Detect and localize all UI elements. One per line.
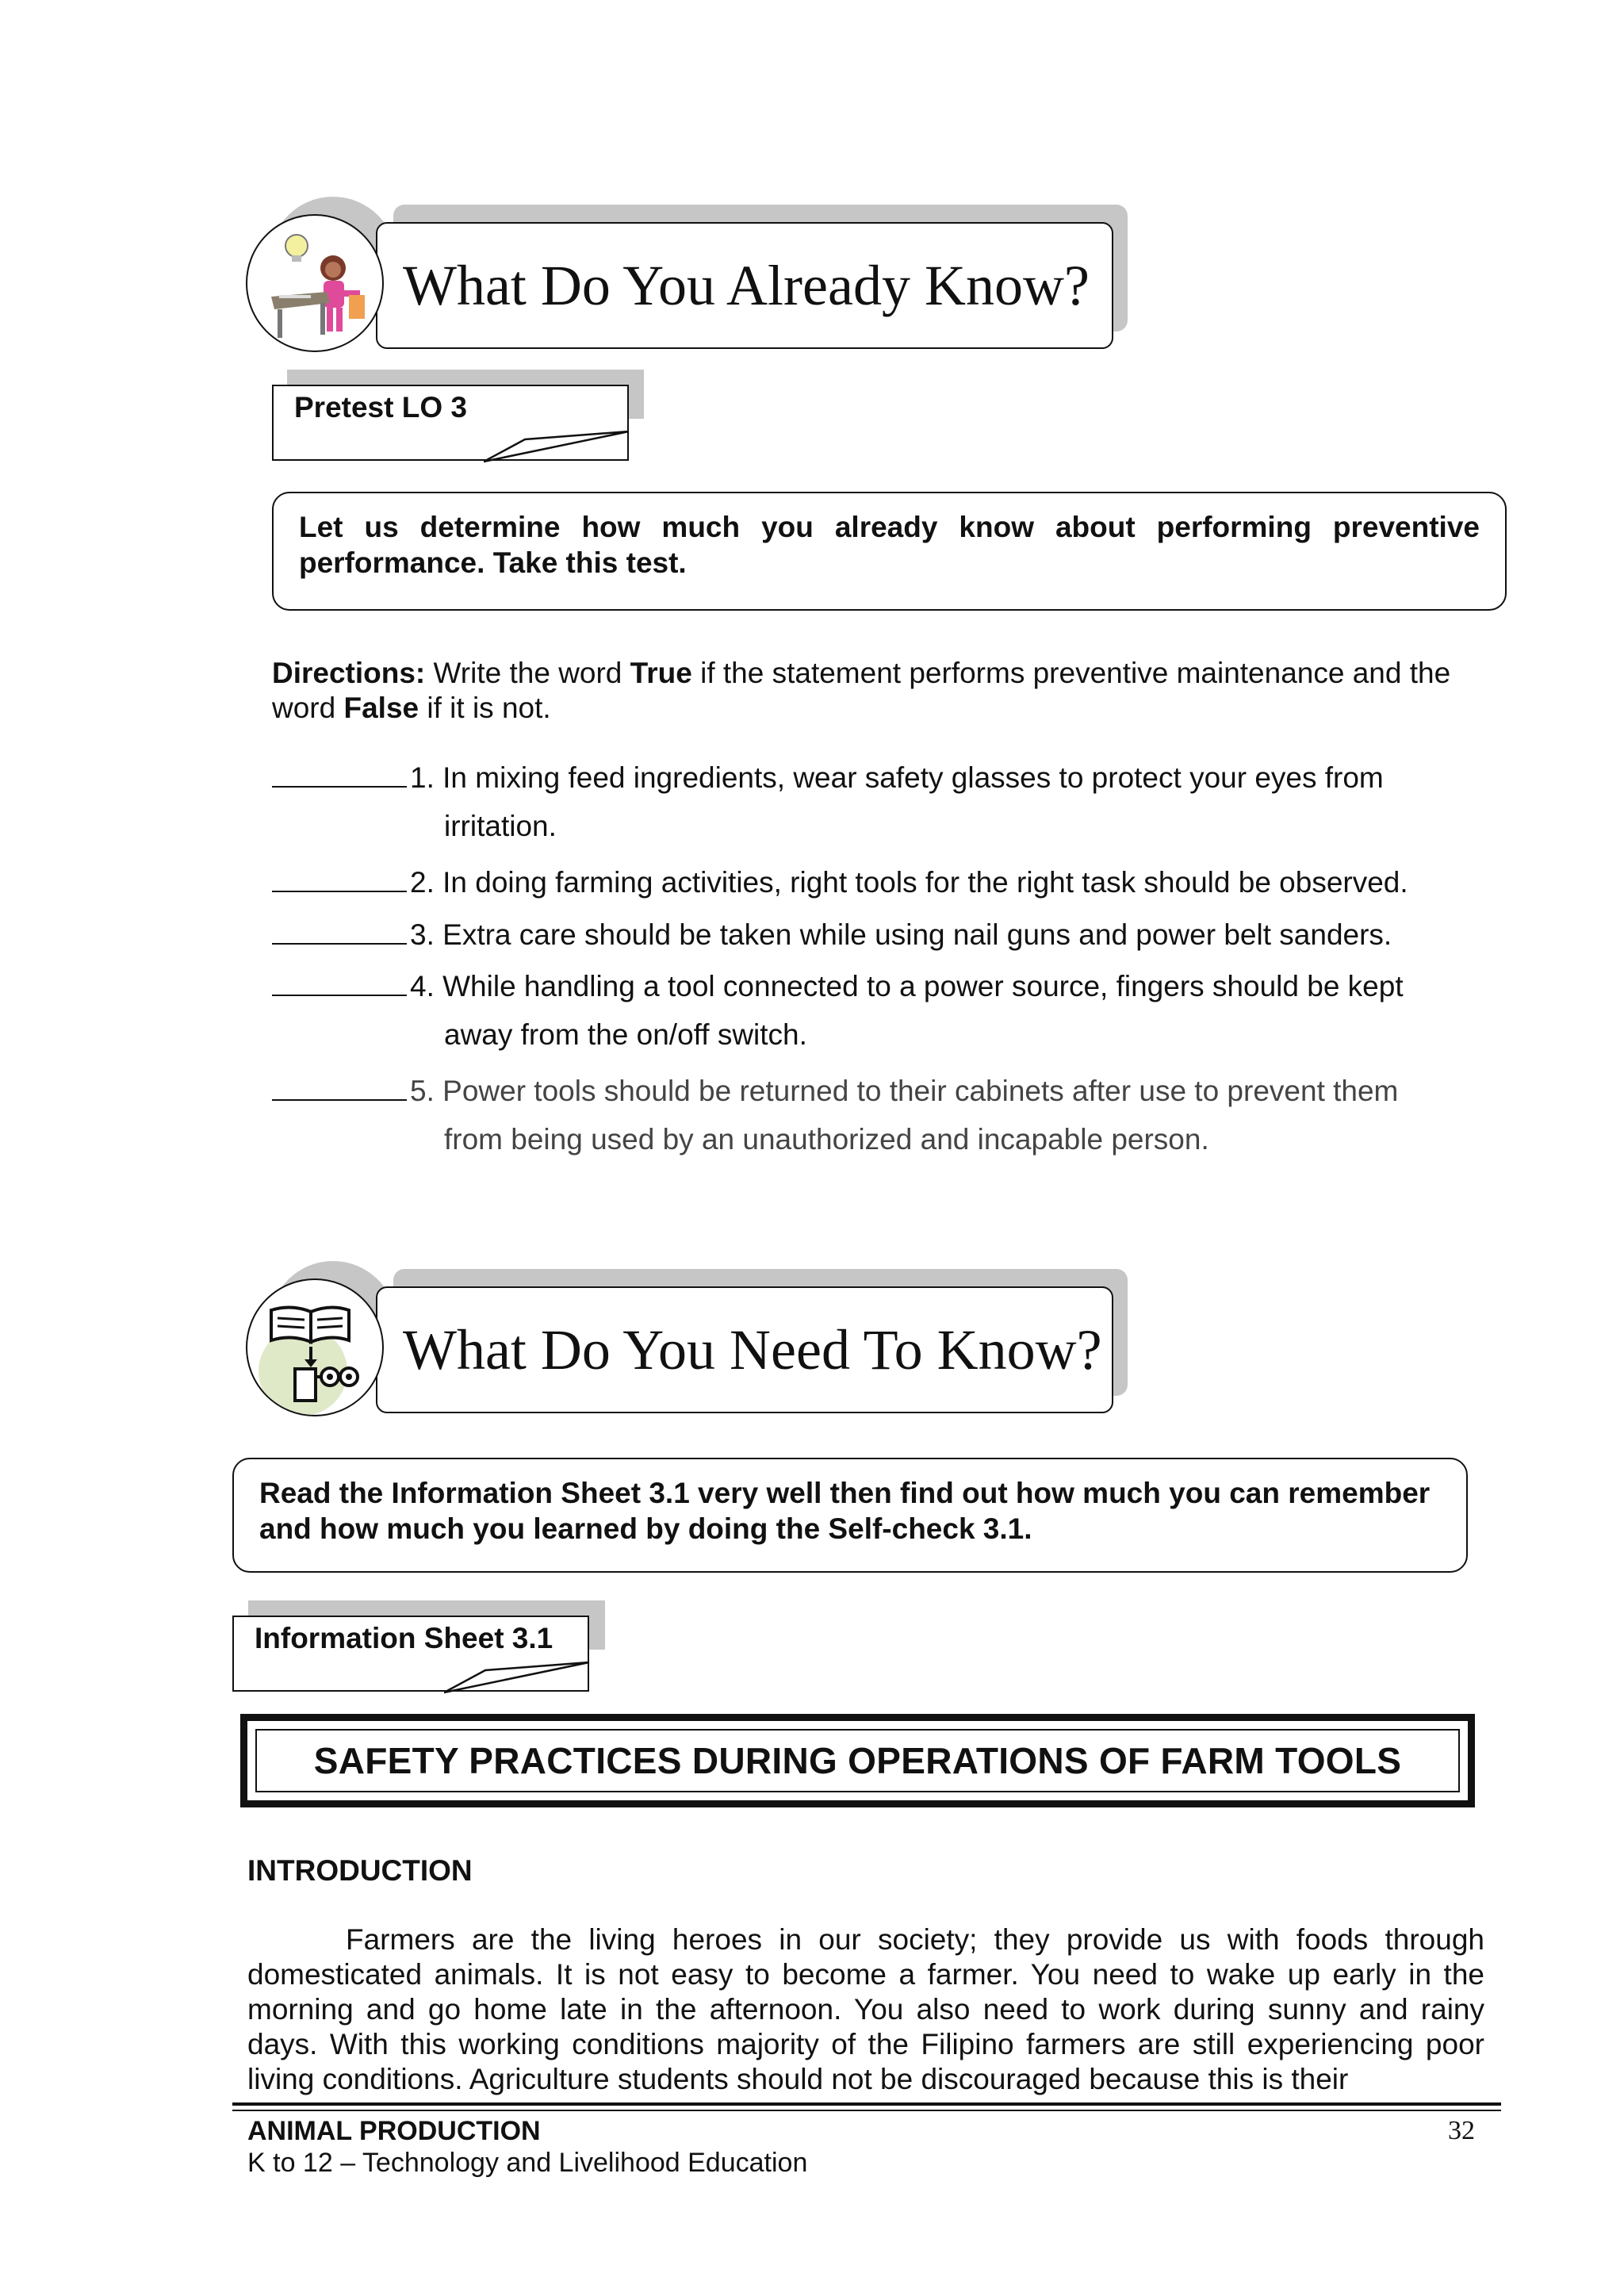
directions (272, 656, 1461, 726)
footer-title: ANIMAL PRODUCTION (247, 2116, 541, 2146)
item-text: 5. Power tools should be returned to their cabinets after use to prevent them (410, 1075, 1399, 1107)
directions-label: Directions: (272, 657, 426, 689)
section-title-already-know (376, 222, 1113, 349)
item-text: 1. In mixing feed ingredients, wear safety glasses to protect your eyes from (410, 761, 1384, 794)
answer-blank[interactable] (272, 1071, 407, 1101)
test-item-4-cont (444, 1018, 807, 1052)
test-item-1-cont (444, 810, 557, 843)
directions-text: Write the word (425, 657, 630, 689)
section-title-need-to-know (376, 1286, 1113, 1413)
student-at-desk-icon (246, 214, 384, 352)
answer-blank[interactable] (272, 757, 407, 788)
book-reader-icon (246, 1278, 384, 1416)
answer-blank[interactable] (272, 914, 407, 945)
footer-rule (232, 2102, 1501, 2106)
main-title: SAFETY PRACTICES DURING OPERATIONS OF FARM TOOLS (313, 1740, 1402, 1781)
pretest-intro-box (272, 492, 1507, 611)
tab-fold-icon (484, 428, 634, 463)
introduction-text: Farmers are the living heroes in our society; they provide us with foods through domesticated animals. It is not easy to become a farmer. You need to wake up early in the morning and go home late in the afternoon. You also need to work during sunny and rainy days. With this working conditions majority of the Filipino farmers are still experiencing poor living conditions. Agriculture students should not be discouraged because this is their (247, 1923, 1484, 2095)
answer-blank[interactable] (272, 862, 407, 892)
item-text: irritation. (444, 810, 557, 842)
test-item-4 (272, 966, 1404, 1003)
read-instructions-text: Read the Information Sheet 3.1 very well then find out how much you can remember and how much you learned by doing the Self-check 3.1. (259, 1477, 1431, 1545)
directions-text: if the statement performs preventive maintenance and the word (272, 657, 1451, 724)
section-title-text: What Do You Already Know? (403, 253, 1090, 317)
directions-text: if it is not. (419, 692, 551, 724)
test-item-5-cont (444, 1123, 1209, 1156)
pretest-intro-text: Let us determine how much you already know about performing preventive performance. Take this test. (299, 511, 1480, 579)
footer-rule (232, 2110, 1501, 2111)
page-number: 32 (1448, 2116, 1475, 2145)
introduction-paragraph (247, 1922, 1484, 2097)
introduction-heading: INTRODUCTION (247, 1854, 473, 1887)
answer-blank[interactable] (272, 966, 407, 996)
item-text: 2. In doing farming activities, right tools for the right task should be observed. (410, 866, 1408, 899)
item-text: 3. Extra care should be taken while using nail guns and power belt sanders. (410, 918, 1392, 951)
section-title-text: What Do You Need To Know? (403, 1317, 1102, 1382)
read-instructions-box (232, 1458, 1468, 1573)
test-item-3 (272, 914, 1392, 952)
true-word: True (630, 657, 692, 689)
tab-fold-icon (444, 1659, 595, 1694)
pretest-label: Pretest LO 3 (294, 391, 467, 424)
test-item-1 (272, 757, 1384, 795)
information-sheet-label: Information Sheet 3.1 (255, 1622, 553, 1654)
main-title-frame (240, 1714, 1475, 1807)
footer-subtitle: K to 12 – Technology and Livelihood Education (247, 2148, 808, 2178)
test-item-5 (272, 1071, 1398, 1108)
test-item-2 (272, 862, 1408, 899)
item-text: away from the on/off switch. (444, 1018, 807, 1051)
false-word: False (343, 692, 419, 724)
item-text: from being used by an unauthorized and incapable person. (444, 1123, 1209, 1156)
item-text: 4. While handling a tool connected to a power source, fingers should be kept (410, 970, 1404, 1002)
